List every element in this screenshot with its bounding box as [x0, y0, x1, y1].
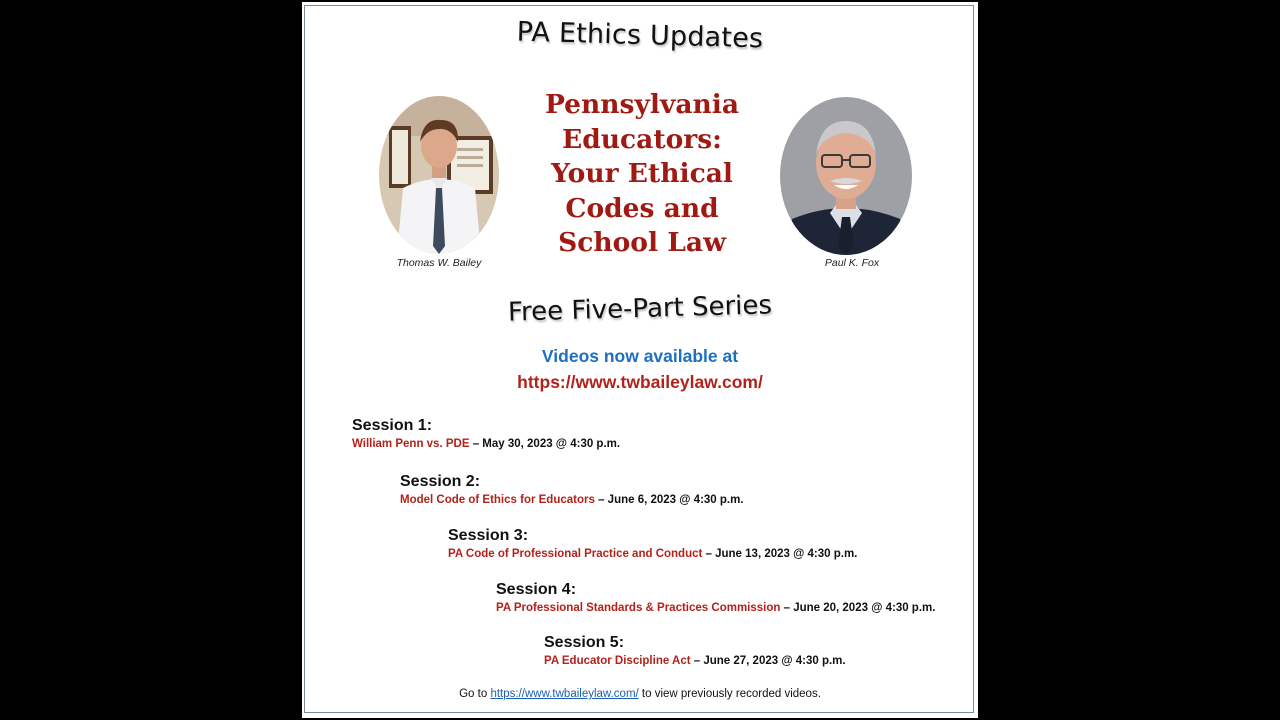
session-date: – June 13, 2023 @ 4:30 p.m.: [702, 548, 858, 560]
title-line: Codes and: [565, 192, 719, 224]
footer-prefix: Go to: [459, 688, 491, 700]
session-label: Session 5:: [544, 634, 625, 651]
title-line: Your Ethical: [551, 158, 733, 189]
videos-available-text: Videos now available at: [541, 346, 739, 366]
session-topic: PA Professional Standards & Practices Commission: [496, 602, 781, 614]
session-label: Session 2:: [400, 473, 481, 490]
presenter-caption-left: Thomas W. Bailey: [396, 257, 482, 269]
flyer-header: PA Ethics Updates: [516, 16, 764, 55]
flyer-title: [512, 88, 772, 261]
series-title: Free Five-Part Series: [507, 290, 773, 328]
session-details: [400, 494, 744, 506]
title-line: Educators:: [562, 123, 722, 155]
session-details: [448, 548, 857, 560]
presenter-photo-left: [379, 96, 499, 254]
session-topic: PA Code of Professional Practice and Conduct: [448, 548, 703, 560]
session-item: [352, 417, 620, 450]
session-details: [352, 438, 620, 450]
footer-note: [302, 688, 978, 700]
videos-url[interactable]: https://www.twbaileylaw.com/: [517, 372, 763, 392]
flyer-panel: [302, 2, 978, 718]
session-label: Session 1:: [352, 417, 433, 434]
session-details: [496, 602, 935, 614]
session-item: [496, 581, 935, 614]
presenter-photo-right: [780, 97, 912, 255]
title-line: School Law: [558, 227, 726, 258]
footer-link[interactable]: https://www.twbaileylaw.com/: [490, 688, 639, 700]
presenter-photo-left-image: [379, 96, 499, 254]
session-date: – May 30, 2023 @ 4:30 p.m.: [469, 438, 621, 450]
session-date: – June 6, 2023 @ 4:30 p.m.: [594, 494, 744, 506]
presenter-caption-right: Paul K. Fox: [824, 257, 880, 269]
footer-suffix: to view previously recorded videos.: [638, 688, 821, 700]
session-date: – June 20, 2023 @ 4:30 p.m.: [780, 602, 936, 614]
title-line: Pennsylvania: [544, 89, 740, 120]
session-item: [400, 473, 744, 506]
session-date: – June 27, 2023 @ 4:30 p.m.: [690, 655, 846, 667]
session-item: [544, 634, 846, 667]
session-label: Session 4:: [496, 581, 577, 598]
session-topic: Model Code of Ethics for Educators: [400, 494, 595, 506]
session-label: Session 3:: [448, 527, 529, 544]
session-details: [544, 655, 846, 667]
session-topic: William Penn vs. PDE: [352, 438, 470, 450]
session-item: [448, 527, 857, 560]
session-topic: PA Educator Discipline Act: [544, 655, 691, 667]
presenter-photo-right-image: [780, 97, 912, 255]
